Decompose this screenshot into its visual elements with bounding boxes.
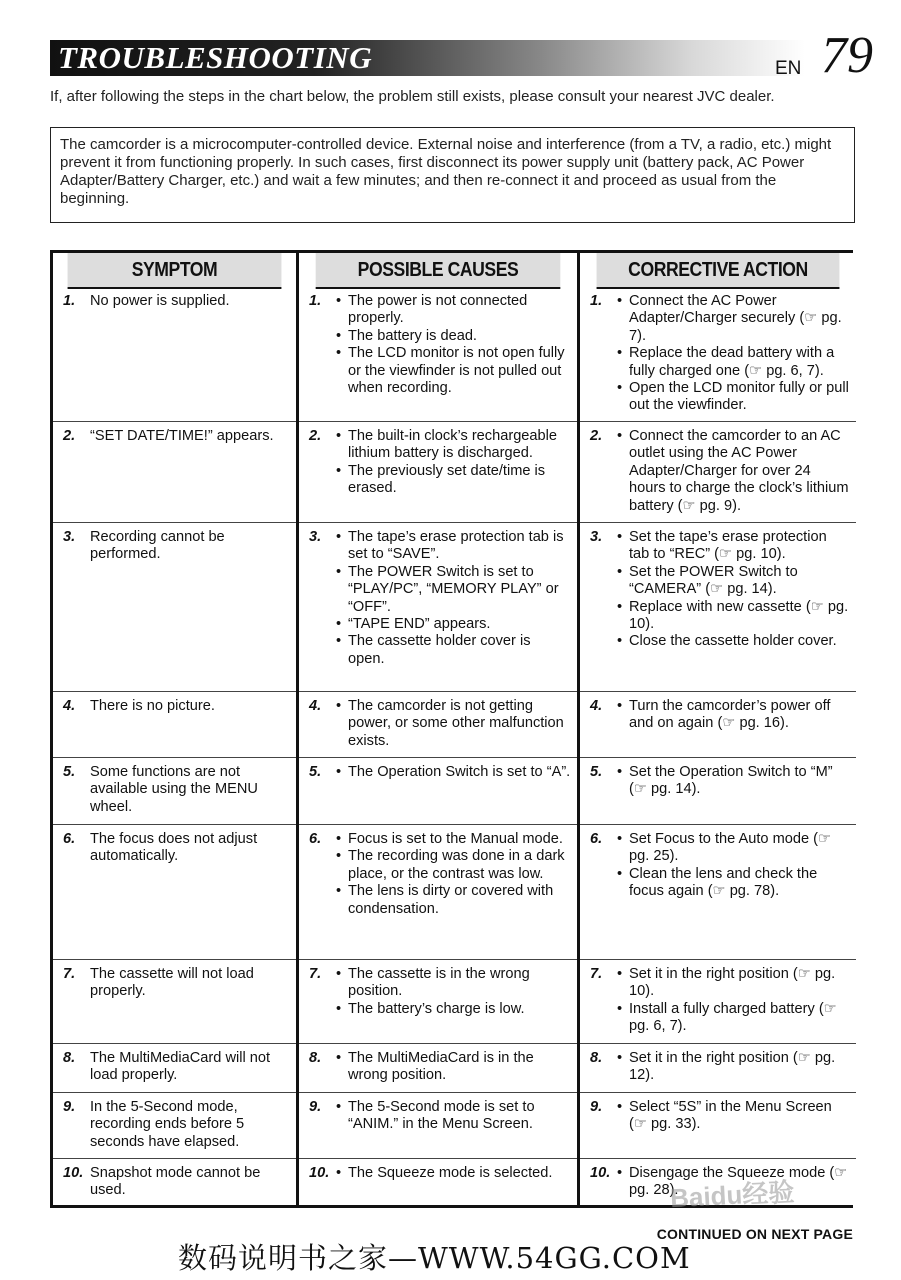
causes-column: [299, 253, 577, 1205]
row-number: 4.: [309, 698, 322, 714]
row-number: 7.: [309, 966, 322, 982]
row-number: 10.: [63, 1165, 84, 1181]
cause-item: • Focus is set to the Manual mode.: [336, 831, 571, 848]
row-number: 1.: [309, 293, 322, 309]
symptom-text: Some functions are not available using the MENU wheel.: [90, 764, 258, 815]
cause-item: • The battery is dead.: [336, 328, 571, 345]
cause-item: • The cassette holder cover is open.: [336, 633, 571, 668]
symptom-cell: [53, 1159, 296, 1205]
cause-item: • The LCD monitor is not open fully or the viewfinder is not pulled out when recording.: [336, 345, 571, 397]
cause-cell: [299, 825, 577, 960]
action-item: • Replace with new cassette (☞ pg. 10).: [617, 599, 850, 634]
row-number: 10.: [309, 1165, 330, 1181]
action-cell: [580, 758, 856, 825]
row-number: 1.: [63, 293, 76, 309]
symptom-column: [53, 253, 296, 1205]
action-item: • Close the cassette holder cover.: [617, 633, 850, 650]
action-item: • Connect the AC Power Adapter/Charger securely (☞ pg. 7).: [617, 293, 850, 345]
action-item: • Select “5S” in the Menu Screen (☞ pg. 33).: [617, 1099, 850, 1134]
row-number: 6.: [63, 831, 76, 847]
continued-label: CONTINUED ON NEXT PAGE: [656, 1226, 853, 1242]
action-cell: [580, 523, 856, 692]
cause-item: • The POWER Switch is set to “PLAY/PC”, “MEMORY PLAY” or “OFF”.: [336, 564, 571, 616]
cause-item: • The Operation Switch is set to “A”.: [336, 764, 571, 781]
site-watermark: 数码说明书之家—WWW.54GG.COM: [178, 1241, 691, 1275]
cause-item: • The Squeeze mode is selected.: [336, 1165, 571, 1182]
row-number: 9.: [590, 1099, 603, 1115]
row-number: 8.: [63, 1050, 76, 1066]
cause-item: • The tape’s erase protection tab is set to “SAVE”.: [336, 529, 571, 564]
action-list: [617, 764, 850, 799]
action-item: • Replace the dead battery with a fully charged one (☞ pg. 6, 7).: [617, 345, 850, 380]
page-number: 79: [821, 27, 873, 84]
action-cell: [580, 960, 856, 1044]
cause-item: • The lens is dirty or covered with condensation.: [336, 883, 571, 918]
action-column: [580, 253, 856, 1205]
action-cell: [580, 825, 856, 960]
row-number: 2.: [63, 428, 76, 444]
cause-list: [336, 966, 571, 1018]
row-number: 3.: [309, 529, 322, 545]
symptom-text: The cassette will not load properly.: [90, 966, 254, 1000]
cause-item: • The 5-Second mode is set to “ANIM.” in the Menu Screen.: [336, 1099, 571, 1134]
row-number: 4.: [590, 698, 603, 714]
action-header: CORRECTIVE ACTION: [597, 253, 840, 289]
row-number: 6.: [309, 831, 322, 847]
symptom-text: No power is supplied.: [90, 293, 230, 309]
symptom-cell: [53, 422, 296, 523]
row-number: 10.: [590, 1165, 611, 1181]
cause-item: • The recording was done in a dark place, or the contrast was low.: [336, 848, 571, 883]
cause-item: • The built-in clock’s rechargeable lithium battery is discharged.: [336, 428, 571, 463]
row-number: 5.: [63, 764, 76, 780]
symptom-cell: [53, 692, 296, 758]
row-number: 3.: [590, 529, 603, 545]
row-number: 9.: [63, 1099, 76, 1115]
action-list: [617, 1050, 850, 1085]
action-list: [617, 529, 850, 651]
action-cell: [580, 692, 856, 758]
row-number: 7.: [590, 966, 603, 982]
action-item: • Connect the camcorder to an AC outlet using the AC Power Adapter/Charger for over 24 hours to charge the clock’s lithium battery (☞ pg. 9).: [617, 428, 850, 515]
action-list: [617, 428, 850, 515]
symptom-text: “SET DATE/TIME!” appears.: [90, 428, 274, 444]
action-list: [617, 293, 850, 415]
symptom-text: The focus does not adjust automatically.: [90, 831, 258, 865]
symptom-cell: [53, 960, 296, 1044]
action-cell: [580, 287, 856, 422]
cause-list: [336, 831, 571, 918]
baidu-watermark: Baidu经验: [669, 1176, 796, 1214]
cause-list: [336, 1165, 571, 1182]
cause-item: • The camcorder is not getting power, or some other malfunction exists.: [336, 698, 571, 750]
action-cell: [580, 1093, 856, 1159]
action-item: • Set it in the right position (☞ pg. 10).: [617, 966, 850, 1001]
cause-list: [336, 1050, 571, 1085]
action-item: • Turn the camcorder’s power off and on again (☞ pg. 16).: [617, 698, 850, 733]
page-title: TROUBLESHOOTING: [58, 40, 373, 75]
cause-item: • “TAPE END” appears.: [336, 616, 571, 633]
cause-item: • The power is not connected properly.: [336, 293, 571, 328]
action-item: • Clean the lens and check the focus again (☞ pg. 78).: [617, 866, 850, 901]
troubleshooting-table: [50, 250, 853, 1208]
action-list: [617, 698, 850, 733]
action-cell: [580, 422, 856, 523]
causes-header: POSSIBLE CAUSES: [316, 253, 561, 289]
row-number: 8.: [590, 1050, 603, 1066]
cause-list: [336, 698, 571, 750]
action-item: • Set Focus to the Auto mode (☞ pg. 25).: [617, 831, 850, 866]
row-number: 2.: [590, 428, 603, 444]
cause-list: [336, 1099, 571, 1134]
cause-cell: [299, 287, 577, 422]
page-language: EN: [775, 58, 802, 79]
symptom-cell: [53, 287, 296, 422]
intro-text: If, after following the steps in the chart below, the problem still exists, please consult your nearest JVC dealer.: [50, 88, 775, 105]
cause-cell: [299, 1044, 577, 1093]
symptom-cell: [53, 1044, 296, 1093]
cause-item: • The battery’s charge is low.: [336, 1001, 571, 1018]
action-item: • Set the tape’s erase protection tab to “REC” (☞ pg. 10).: [617, 529, 850, 564]
row-number: 1.: [590, 293, 603, 309]
cause-list: [336, 529, 571, 668]
symptom-cell: [53, 523, 296, 692]
action-item: • Set the POWER Switch to “CAMERA” (☞ pg. 14).: [617, 564, 850, 599]
symptom-header: SYMPTOM: [68, 253, 282, 289]
cause-cell: [299, 692, 577, 758]
row-number: 3.: [63, 529, 76, 545]
symptom-text: There is no picture.: [90, 698, 215, 714]
symptom-text: Snapshot mode cannot be used.: [90, 1165, 261, 1199]
action-list: [617, 831, 850, 901]
cause-cell: [299, 523, 577, 692]
action-list: [617, 1099, 850, 1134]
cause-item: • The cassette is in the wrong position.: [336, 966, 571, 1001]
action-item: • Disengage the Squeeze mode (☞ pg. 28).: [617, 1165, 850, 1200]
cause-item: • The MultiMediaCard is in the wrong position.: [336, 1050, 571, 1085]
row-number: 7.: [63, 966, 76, 982]
symptom-cell: [53, 758, 296, 825]
cause-cell: [299, 960, 577, 1044]
cause-cell: [299, 1093, 577, 1159]
row-number: 6.: [590, 831, 603, 847]
cause-cell: [299, 422, 577, 523]
symptom-text: Recording cannot be performed.: [90, 529, 225, 563]
cause-list: [336, 428, 571, 498]
symptom-cell: [53, 1093, 296, 1159]
row-number: 9.: [309, 1099, 322, 1115]
action-list: [617, 966, 850, 1036]
cause-list: [336, 293, 571, 397]
row-number: 4.: [63, 698, 76, 714]
cause-cell: [299, 1159, 577, 1205]
row-number: 8.: [309, 1050, 322, 1066]
row-number: 5.: [590, 764, 603, 780]
cause-cell: [299, 758, 577, 825]
cause-item: • The previously set date/time is erased.: [336, 463, 571, 498]
cause-list: [336, 764, 571, 781]
symptom-text: The MultiMediaCard will not load properly.: [90, 1050, 271, 1084]
action-item: • Install a fully charged battery (☞ pg. 6, 7).: [617, 1001, 850, 1036]
note-box: The camcorder is a microcomputer-controlled device. External noise and interference (from a TV, a radio, etc.) might prevent it from functioning properly. In such cases, first disconnect its power supply unit (battery pack, AC Power Adapter/Battery Charger, etc.) and wait a few minutes; and then re-connect it and proceed as usual from the beginning.: [50, 127, 855, 223]
symptom-cell: [53, 825, 296, 960]
action-item: • Set it in the right position (☞ pg. 12).: [617, 1050, 850, 1085]
symptom-text: In the 5-Second mode, recording ends before 5 seconds have elapsed.: [90, 1099, 245, 1150]
action-item: • Open the LCD monitor fully or pull out the viewfinder.: [617, 380, 850, 415]
action-item: • Set the Operation Switch to “M” (☞ pg. 14).: [617, 764, 850, 799]
row-number: 2.: [309, 428, 322, 444]
action-cell: [580, 1044, 856, 1093]
row-number: 5.: [309, 764, 322, 780]
